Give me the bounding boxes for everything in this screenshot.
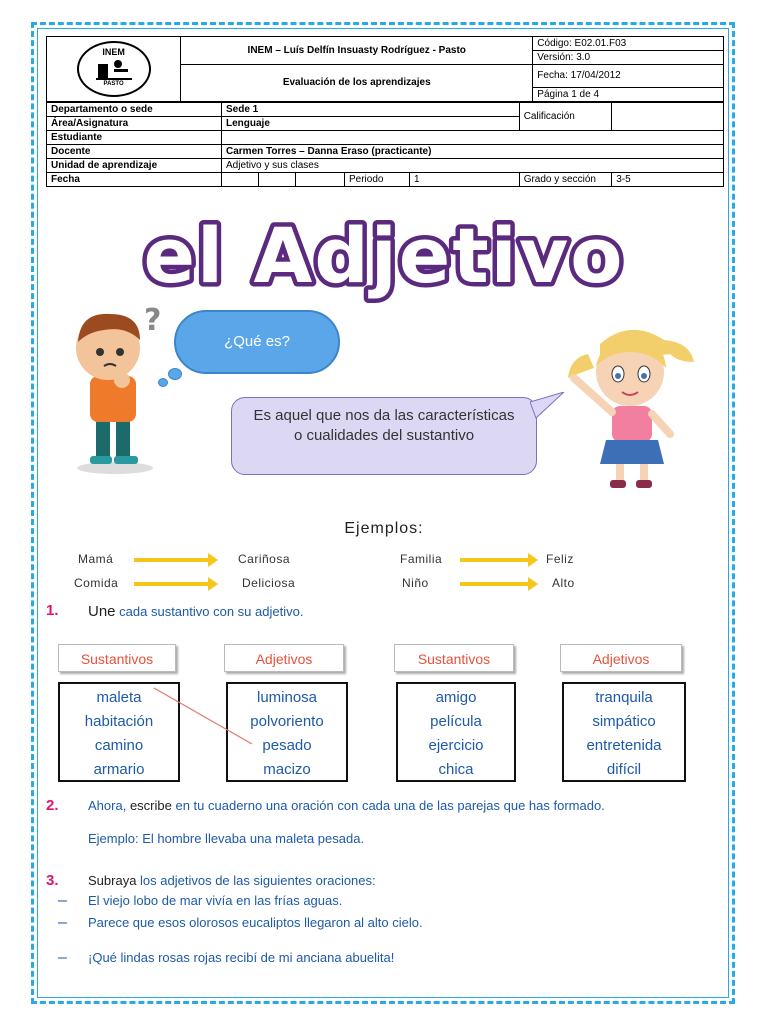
grado-label: Grado y sección: [519, 173, 612, 187]
arrow-icon: [134, 558, 210, 562]
sentence-item[interactable]: Parece que esos olorosos eucaliptos llegaron al alto cielo.: [88, 915, 423, 930]
periodo-value: 1: [410, 173, 520, 187]
question-2-text: [88, 798, 728, 813]
word-item[interactable]: camino: [94, 737, 144, 754]
area-label: Área/Asignatura: [47, 117, 222, 131]
question-1-lead: Une: [88, 603, 116, 620]
word-item[interactable]: amigo: [435, 689, 477, 706]
example-adjective: Cariñosa: [238, 552, 291, 566]
departamento-value: Sede 1: [222, 103, 520, 117]
word-item[interactable]: pesado: [262, 737, 312, 754]
example-noun: Mamá: [78, 552, 114, 566]
word-item[interactable]: armario: [93, 761, 145, 778]
group-label-sustantivos: Sustantivos: [394, 644, 514, 672]
group-label-sustantivos: Sustantivos: [58, 644, 176, 672]
sentence-item[interactable]: El viejo lobo de mar vivía en las frías aguas.: [88, 893, 343, 908]
docente-value: Carmen Torres – Danna Eraso (practicante): [222, 145, 724, 159]
example-adjective: Alto: [552, 576, 575, 590]
question-3-instruction: los adjetivos de las siguientes oraciones:: [140, 873, 376, 888]
thinking-boy-illustration: [60, 300, 170, 476]
question-2-lead: Ahora,: [88, 798, 127, 813]
estudiante-label: Estudiante: [47, 131, 222, 145]
group-label-adjetivos: Adjetivos: [224, 644, 344, 672]
fecha-day[interactable]: [222, 173, 259, 187]
question-number: 2.: [46, 797, 59, 814]
question-2-verb: escribe: [129, 798, 172, 813]
examples-heading: Ejemplos:: [344, 520, 424, 537]
question-cloud: ¿Qué es?: [174, 310, 340, 374]
header-table: [46, 36, 724, 102]
arrow-icon: [460, 582, 530, 586]
question-3-text: [88, 873, 376, 888]
example-adjective: Feliz: [546, 552, 574, 566]
departamento-label: Departamento o sede: [47, 103, 222, 117]
word-item[interactable]: habitación: [84, 713, 154, 730]
question-2-instruction: en tu cuaderno una oración con cada una de las parejas que has formado.: [175, 798, 605, 813]
calificacion-value[interactable]: [612, 103, 724, 131]
logo-text: INEM: [102, 47, 125, 57]
list-dash: –: [58, 892, 67, 909]
example-noun: Familia: [400, 552, 443, 566]
logo-emblem-icon: [94, 58, 134, 80]
arrow-icon: [134, 582, 210, 586]
cloud-bubble-dot: [158, 378, 168, 387]
page-title: [0, 200, 768, 310]
calificacion-label: Calificación: [519, 103, 612, 131]
definition-speech-box: Es aquel que nos da las características o cualidades del sustantivo: [231, 397, 537, 475]
title-text: el Adjetivo: [143, 211, 625, 300]
question-2-example: Ejemplo: El hombre llevaba una maleta pesada.: [88, 831, 365, 846]
word-item[interactable]: simpático: [592, 713, 656, 730]
fecha-year[interactable]: [296, 173, 345, 187]
question-mark-icon: ?: [144, 303, 162, 338]
logo-subtext: PASTO: [103, 81, 124, 87]
doc-code: Código: E02.01.F03: [533, 37, 724, 51]
area-value: Lenguaje: [222, 117, 520, 131]
fecha-month[interactable]: [259, 173, 296, 187]
word-item[interactable]: tranquila: [595, 689, 653, 706]
doc-page: Página 1 de 4: [533, 88, 724, 102]
question-1-instruction: cada sustantivo con su adjetivo.: [119, 604, 304, 619]
word-item[interactable]: macizo: [263, 761, 311, 778]
word-item[interactable]: difícil: [606, 761, 642, 778]
word-item[interactable]: polvoriento: [250, 713, 324, 730]
group-label-adjetivos: Adjetivos: [560, 644, 682, 672]
doc-title: Evaluación de los aprendizajes: [181, 65, 533, 102]
logo-cell: [47, 37, 181, 102]
girl-illustration: [560, 322, 700, 492]
word-item[interactable]: luminosa: [256, 689, 318, 706]
estudiante-value[interactable]: [222, 131, 724, 145]
example-noun: Comida: [74, 576, 119, 590]
arrow-icon: [460, 558, 530, 562]
sentence-item[interactable]: ¡Qué lindas rosas rojas recibí de mi anciana abuelita!: [88, 950, 395, 965]
word-box: [396, 682, 516, 782]
unidad-value: Adjetivo y sus clases: [222, 159, 724, 173]
word-box: [562, 682, 686, 782]
doc-date: Fecha: 17/04/2012: [533, 65, 724, 88]
matching-line: [150, 684, 260, 754]
example-noun: Niño: [402, 576, 429, 590]
list-dash: –: [58, 949, 67, 966]
word-item[interactable]: maleta: [96, 689, 142, 706]
info-table: [46, 102, 724, 187]
question-number: 1.: [46, 602, 59, 619]
docente-label: Docente: [47, 145, 222, 159]
question-1-text: [88, 603, 303, 620]
word-item[interactable]: entretenida: [586, 737, 662, 754]
question-3-verb: Subraya: [88, 873, 137, 888]
school-name: INEM – Luís Delfín Insuasty Rodríguez - Pasto: [181, 37, 533, 65]
example-adjective: Deliciosa: [242, 576, 296, 590]
doc-version: Versión: 3.0: [533, 51, 724, 65]
cloud-bubble-dot: [168, 368, 182, 380]
unidad-label: Unidad de aprendizaje: [47, 159, 222, 173]
school-logo: [77, 41, 151, 97]
question-number: 3.: [46, 872, 59, 889]
word-item[interactable]: ejercicio: [428, 737, 484, 754]
word-item[interactable]: chica: [438, 761, 474, 778]
grado-value: 3-5: [612, 173, 724, 187]
list-dash: –: [58, 914, 67, 931]
periodo-label: Periodo: [345, 173, 410, 187]
word-item[interactable]: película: [430, 713, 482, 730]
fecha-label: Fecha: [47, 173, 222, 187]
